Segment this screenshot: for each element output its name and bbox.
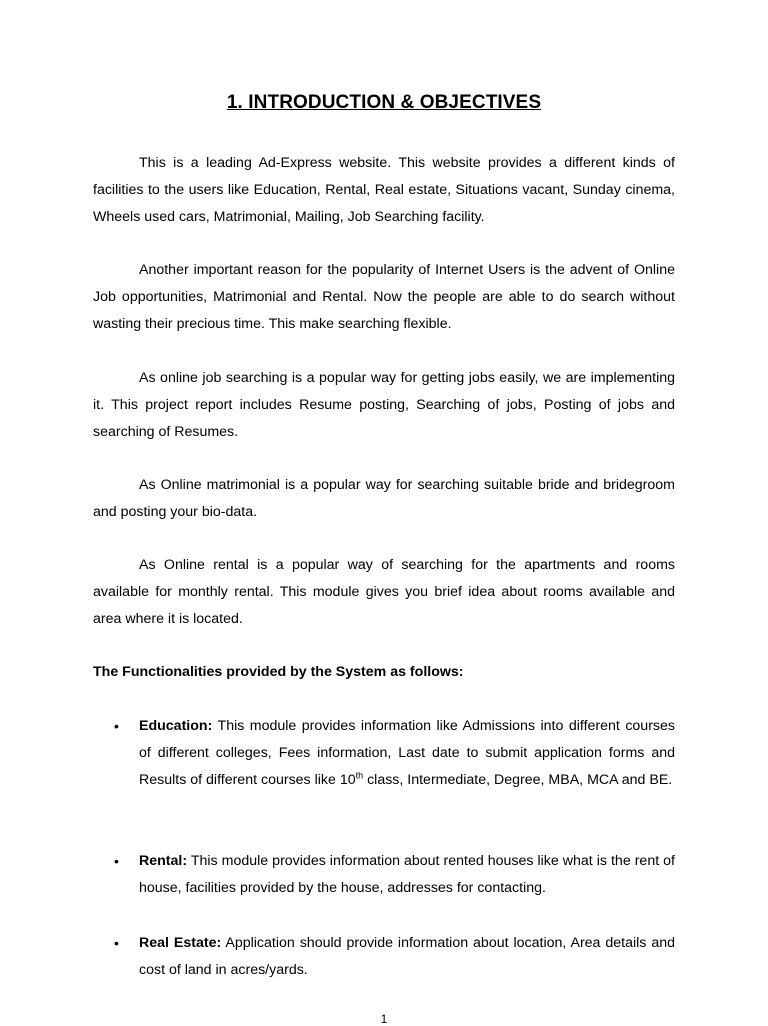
- list-item-text: [139, 713, 675, 794]
- bullet-icon: •: [114, 718, 119, 734]
- paragraph-matrimonial: As Online matrimonial is a popular way for searching suitable bride and bridegroom and posting your bio-data.: [93, 477, 675, 520]
- bullet-icon: •: [114, 853, 119, 869]
- paragraph-intro: This is a leading Ad-Express website. This website provides a different kinds of facilities to the users like Education, Rental, Real estate, Situations vacant, Sunday cinema, Wheels used cars, Matrimonial, Mailing, Job Searching facility.: [93, 155, 675, 225]
- paragraph-popularity: Another important reason for the popularity of Internet Users is the advent of Online Job opportunities, Matrimonial and Rental. Now the people are able to do search without wasting their precious time. This make searching flexible.: [93, 262, 675, 332]
- list-item-text: [139, 930, 675, 984]
- list-item-body: Application should provide information about location, Area details and cost of land in acres/yards.: [139, 935, 675, 978]
- list-item-body-continued: class, Intermediate, Degree, MBA, MCA and BE.: [363, 772, 673, 788]
- paragraph-job-searching: As online job searching is a popular way for getting jobs easily, we are implementing it. This project report includes Resume posting, Searching of jobs, Posting of jobs and searching of Resumes.: [93, 370, 675, 440]
- list-item-label: Rental:: [139, 853, 188, 869]
- ordinal-superscript: th: [355, 770, 364, 781]
- bullet-icon: •: [114, 935, 119, 951]
- list-item-text: [139, 848, 675, 902]
- list-item-label: Real Estate:: [139, 935, 222, 951]
- paragraph-rental: As Online rental is a popular way of searching for the apartments and rooms available for monthly rental. This module gives you brief idea about rooms available and area where it is located.: [93, 557, 675, 627]
- list-item-label: Education:: [139, 718, 213, 734]
- functionalities-heading: The Functionalities provided by the System as follows:: [93, 664, 464, 680]
- list-item-body: This module provides information like Admissions into different courses of different colleges, Fees information, Last date to submit application forms and Results of different courses like 10: [139, 718, 675, 788]
- list-item-body: This module provides information about rented houses like what is the rent of house, facilities provided by the house, addresses for contacting.: [139, 853, 675, 896]
- page-number: 1: [380, 1012, 388, 1026]
- page-title: 1. INTRODUCTION & OBJECTIVES: [226, 92, 542, 113]
